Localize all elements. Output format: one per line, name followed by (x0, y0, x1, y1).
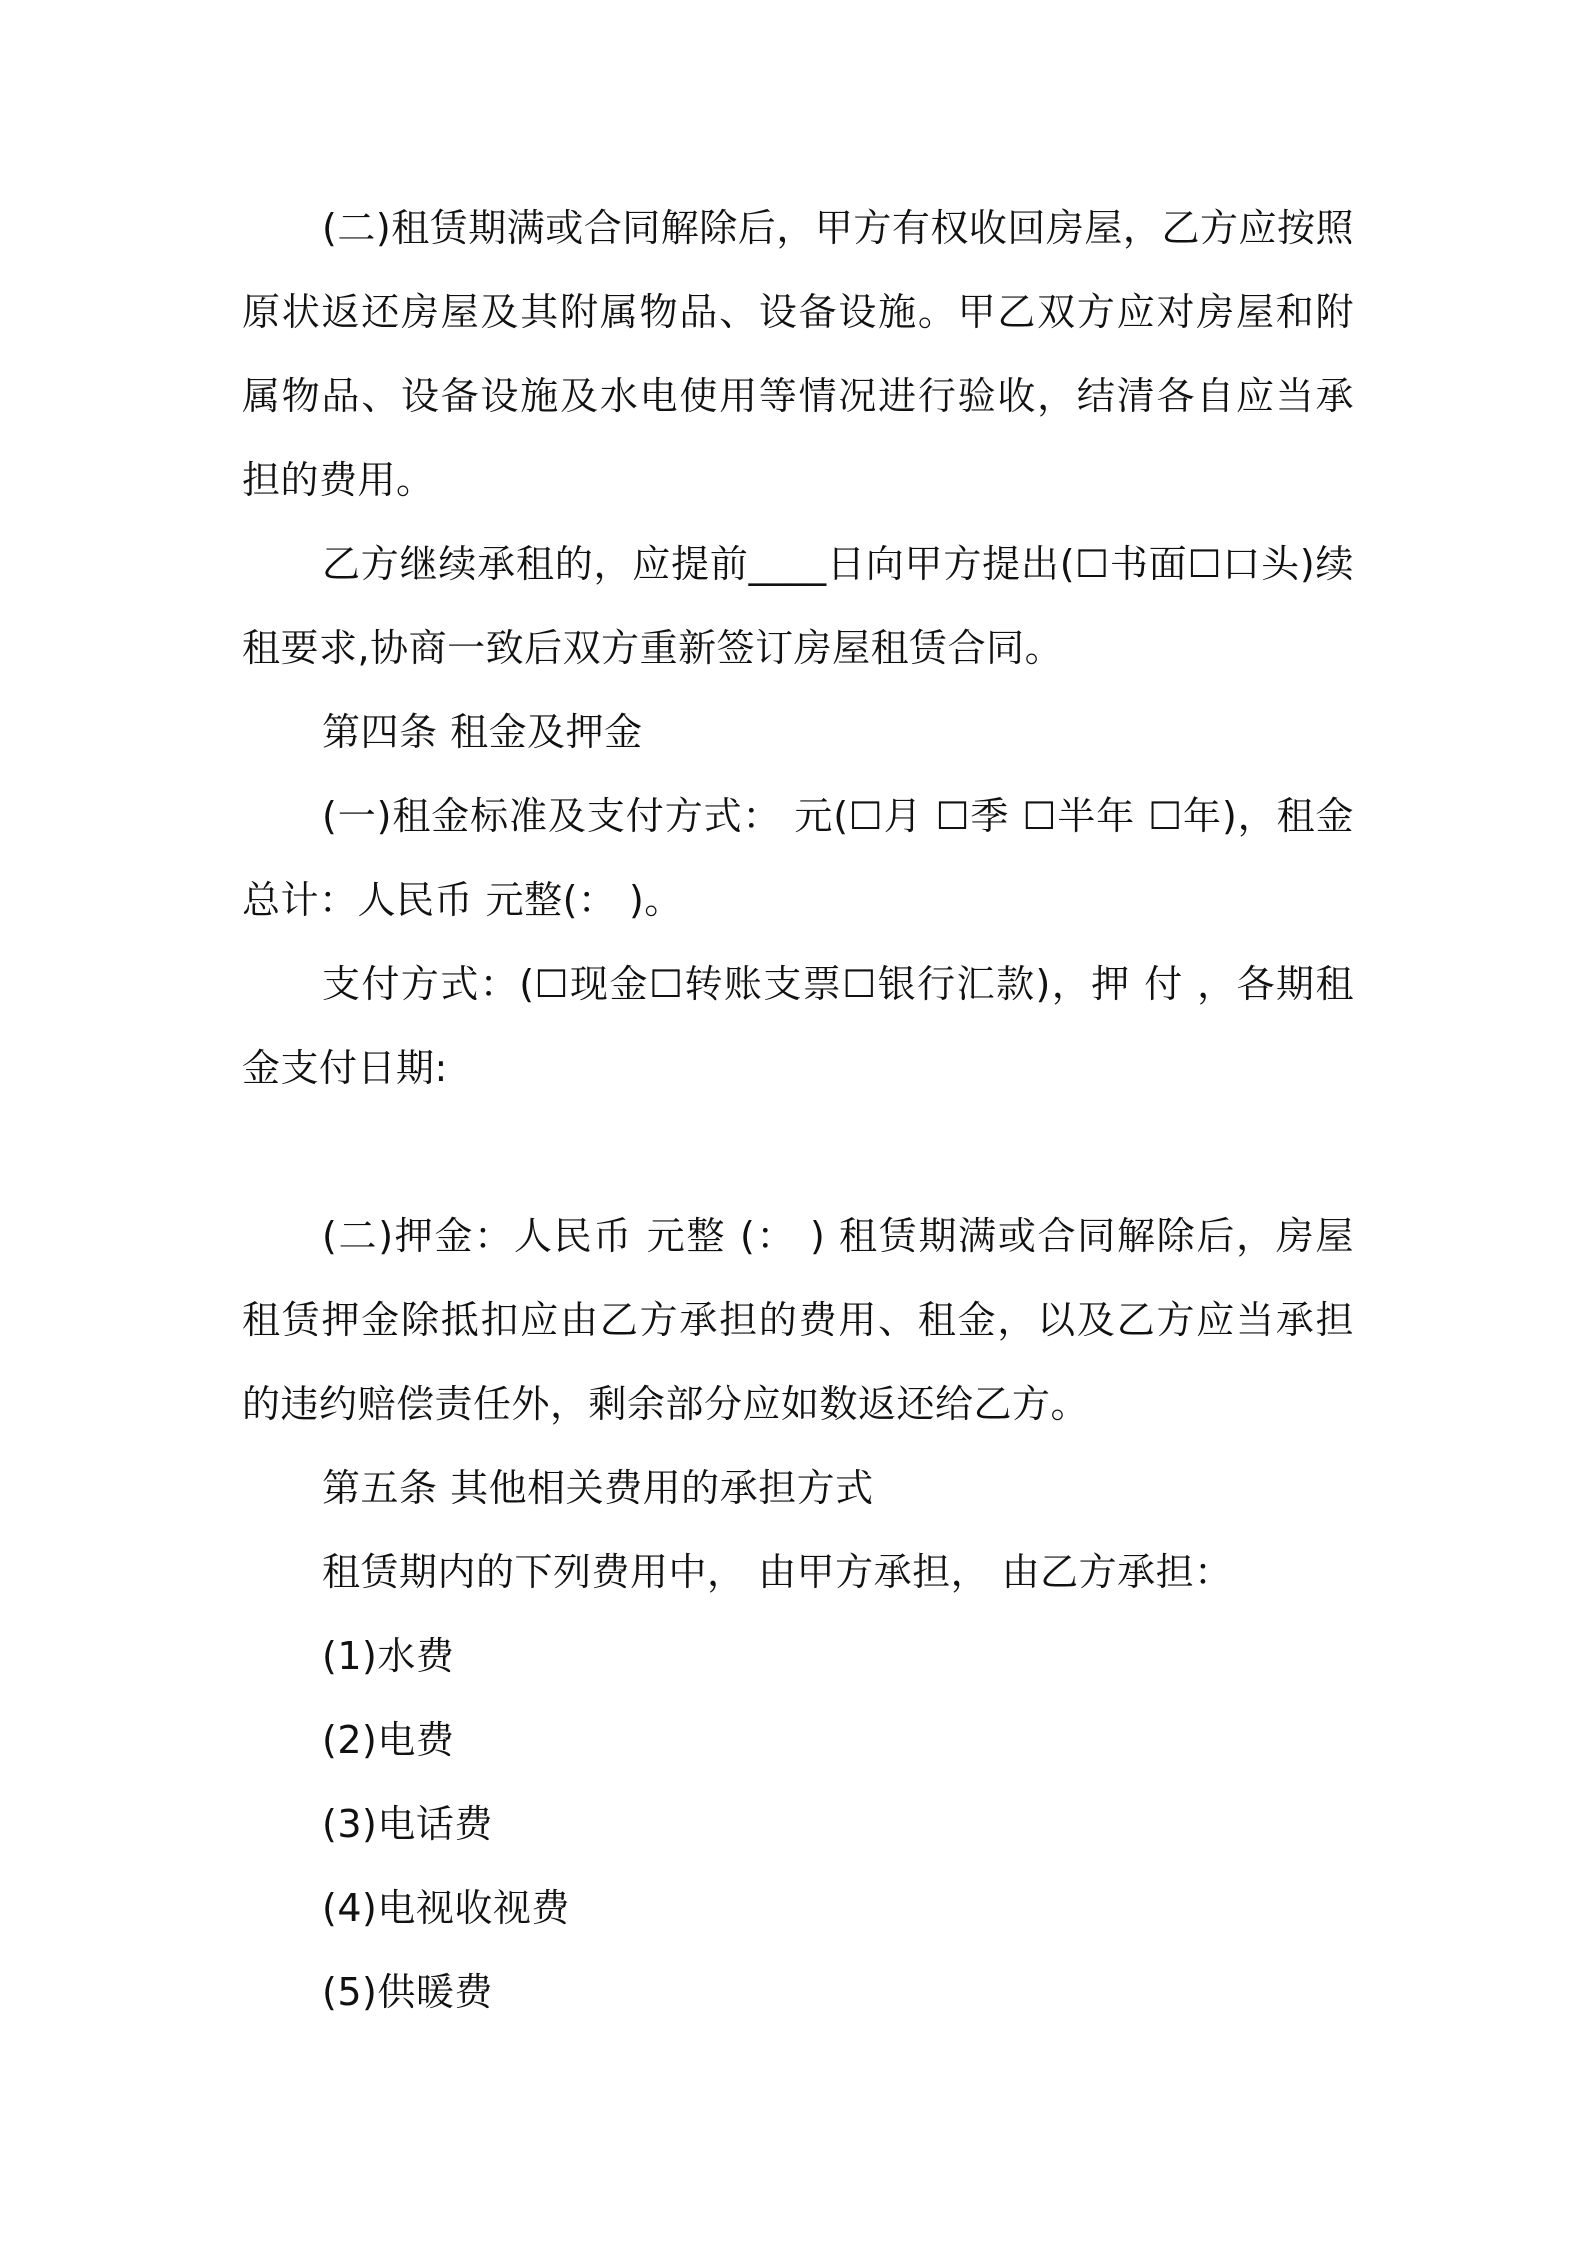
list-item: (1)水费 (322, 1634, 455, 1678)
list-item: (5)供暖费 (322, 1970, 493, 2014)
paragraph-lease-renewal: 乙方继续承租的，应提前____日向甲方提出(☐书面☐口头)续租要求,协商一致后双方重新签订房屋租赁合同。 (242, 542, 1354, 670)
article-5-heading: 第五条 其他相关费用的承担方式 (322, 1466, 874, 1510)
paragraph-lease-return: (二)租赁期满或合同解除后，甲方有权收回房屋，乙方应按照原状返还房屋及其附属物品、设备设施。甲乙双方应对房屋和附属物品、设备设施及水电使用等情况进行验收，结清各自应当承担的费用。 (242, 206, 1354, 502)
paragraph-payment-method: 支付方式：(☐现金☐转账支票☐银行汇款)，押 付 ，各期租金支付日期: (242, 962, 1354, 1090)
paragraph-rent-standard: (一)租金标准及支付方式： 元(☐月 ☐季 ☐半年 ☐年)，租金总计：人民币 元整(： )。 (242, 794, 1354, 922)
list-item: (2)电费 (322, 1718, 455, 1762)
article-4-heading: 第四条 租金及押金 (322, 710, 643, 754)
list-item: (3)电话费 (322, 1802, 493, 1846)
paragraph-fee-allocation: 租赁期内的下列费用中， 由甲方承担， 由乙方承担： (322, 1550, 1233, 1594)
list-item: (4)电视收视费 (322, 1886, 570, 1930)
paragraph-deposit: (二)押金：人民币 元整 (： ) 租赁期满或合同解除后，房屋租赁押金除抵扣应由乙方承担的费用、租金，以及乙方应当承担的违约赔偿责任外，剩余部分应如数返还给乙方。 (242, 1214, 1354, 1426)
